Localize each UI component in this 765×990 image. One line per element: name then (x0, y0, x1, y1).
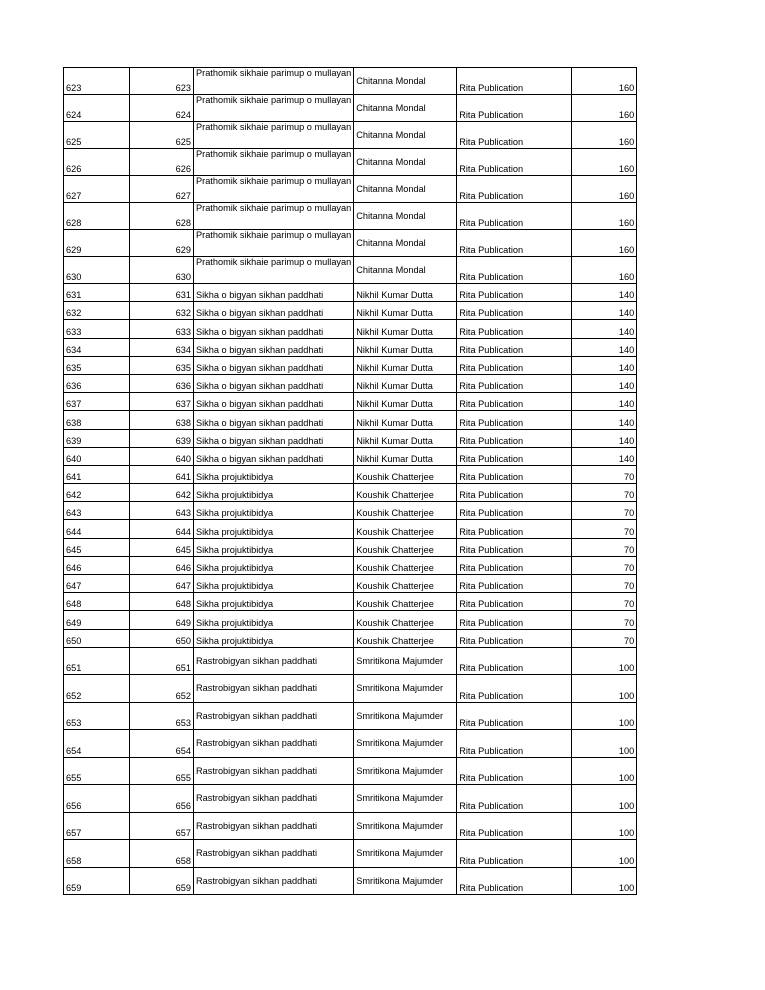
author-cell: Koushik Chatterjee (354, 465, 457, 483)
book-title-cell: Sikha o bigyan sikhan paddhati (194, 393, 354, 411)
price-cell: 70 (572, 575, 637, 593)
serial-number-cell: 625 (64, 122, 130, 149)
table-row (64, 812, 637, 840)
serial-number-cell: 623 (64, 68, 130, 95)
publisher-cell: Rita Publication (457, 447, 572, 465)
serial-number-cell: 635 (64, 356, 130, 374)
price-cell: 160 (572, 257, 637, 284)
publisher-cell: Rita Publication (457, 68, 572, 95)
price-cell: 160 (572, 122, 637, 149)
serial-number-cell: 651 (64, 647, 130, 675)
book-title-cell: Sikha o bigyan sikhan paddhati (194, 320, 354, 338)
price-cell: 100 (572, 675, 637, 703)
book-title-cell: Rastrobigyan sikhan paddhati (194, 785, 354, 813)
book-title-cell: Sikha projuktibidya (194, 611, 354, 629)
author-cell: Smritikona Majumder (354, 840, 457, 868)
publisher-cell: Rita Publication (457, 356, 572, 374)
serial-number-cell: 649 (64, 611, 130, 629)
publisher-cell: Rita Publication (457, 284, 572, 302)
accession-number-cell: 632 (130, 302, 194, 320)
price-cell: 160 (572, 203, 637, 230)
table-row (64, 302, 637, 320)
author-cell: Nikhil Kumar Dutta (354, 447, 457, 465)
author-cell: Smritikona Majumder (354, 785, 457, 813)
publisher-cell: Rita Publication (457, 611, 572, 629)
author-cell: Smritikona Majumder (354, 812, 457, 840)
serial-number-cell: 638 (64, 411, 130, 429)
price-cell: 140 (572, 320, 637, 338)
table-row (64, 149, 637, 176)
serial-number-cell: 632 (64, 302, 130, 320)
publisher-cell: Rita Publication (457, 867, 572, 895)
table-row (64, 593, 637, 611)
accession-number-cell: 653 (130, 702, 194, 730)
price-cell: 70 (572, 538, 637, 556)
price-cell: 100 (572, 812, 637, 840)
serial-number-cell: 633 (64, 320, 130, 338)
book-title-cell: Prathomik sikhaie parimup o mullayan (194, 149, 354, 176)
price-cell: 160 (572, 68, 637, 95)
serial-number-cell: 652 (64, 675, 130, 703)
publisher-cell: Rita Publication (457, 840, 572, 868)
book-title-cell: Sikha projuktibidya (194, 465, 354, 483)
accession-number-cell: 656 (130, 785, 194, 813)
price-cell: 160 (572, 149, 637, 176)
accession-number-cell: 638 (130, 411, 194, 429)
publisher-cell: Rita Publication (457, 320, 572, 338)
accession-number-cell: 655 (130, 757, 194, 785)
serial-number-cell: 624 (64, 95, 130, 122)
publisher-cell: Rita Publication (457, 785, 572, 813)
accession-number-cell: 648 (130, 593, 194, 611)
book-title-cell: Sikha projuktibidya (194, 484, 354, 502)
accession-number-cell: 625 (130, 122, 194, 149)
accession-number-cell: 651 (130, 647, 194, 675)
price-cell: 140 (572, 356, 637, 374)
price-cell: 140 (572, 338, 637, 356)
book-title-cell: Sikha projuktibidya (194, 593, 354, 611)
serial-number-cell: 658 (64, 840, 130, 868)
accession-number-cell: 643 (130, 502, 194, 520)
table-row (64, 284, 637, 302)
serial-number-cell: 634 (64, 338, 130, 356)
table-row (64, 203, 637, 230)
book-title-cell: Sikha projuktibidya (194, 575, 354, 593)
serial-number-cell: 627 (64, 176, 130, 203)
table-row (64, 393, 637, 411)
price-cell: 100 (572, 840, 637, 868)
price-cell: 100 (572, 730, 637, 758)
book-title-cell: Sikha o bigyan sikhan paddhati (194, 429, 354, 447)
author-cell: Nikhil Kumar Dutta (354, 338, 457, 356)
publisher-cell: Rita Publication (457, 538, 572, 556)
accession-number-cell: 659 (130, 867, 194, 895)
book-register-table (63, 67, 637, 895)
accession-number-cell: 627 (130, 176, 194, 203)
table-row (64, 230, 637, 257)
accession-number-cell: 634 (130, 338, 194, 356)
book-title-cell: Sikha o bigyan sikhan paddhati (194, 374, 354, 392)
price-cell: 160 (572, 176, 637, 203)
price-cell: 100 (572, 702, 637, 730)
accession-number-cell: 639 (130, 429, 194, 447)
table-row (64, 867, 637, 895)
price-cell: 140 (572, 302, 637, 320)
book-title-cell: Rastrobigyan sikhan paddhati (194, 647, 354, 675)
table-row (64, 757, 637, 785)
author-cell: Smritikona Majumder (354, 675, 457, 703)
publisher-cell: Rita Publication (457, 230, 572, 257)
publisher-cell: Rita Publication (457, 702, 572, 730)
publisher-cell: Rita Publication (457, 593, 572, 611)
serial-number-cell: 656 (64, 785, 130, 813)
price-cell: 140 (572, 429, 637, 447)
publisher-cell: Rita Publication (457, 429, 572, 447)
author-cell: Chitanna Mondal (354, 95, 457, 122)
serial-number-cell: 647 (64, 575, 130, 593)
table-row (64, 122, 637, 149)
book-title-cell: Sikha projuktibidya (194, 538, 354, 556)
book-title-cell: Sikha o bigyan sikhan paddhati (194, 338, 354, 356)
table-row (64, 840, 637, 868)
serial-number-cell: 639 (64, 429, 130, 447)
book-title-cell: Sikha o bigyan sikhan paddhati (194, 411, 354, 429)
publisher-cell: Rita Publication (457, 374, 572, 392)
author-cell: Chitanna Mondal (354, 68, 457, 95)
price-cell: 140 (572, 411, 637, 429)
publisher-cell: Rita Publication (457, 203, 572, 230)
publisher-cell: Rita Publication (457, 149, 572, 176)
book-title-cell: Prathomik sikhaie parimup o mullayan (194, 230, 354, 257)
publisher-cell: Rita Publication (457, 629, 572, 647)
author-cell: Smritikona Majumder (354, 757, 457, 785)
table-row (64, 647, 637, 675)
price-cell: 140 (572, 374, 637, 392)
author-cell: Koushik Chatterjee (354, 502, 457, 520)
book-title-cell: Sikha projuktibidya (194, 502, 354, 520)
accession-number-cell: 644 (130, 520, 194, 538)
accession-number-cell: 637 (130, 393, 194, 411)
accession-number-cell: 654 (130, 730, 194, 758)
price-cell: 70 (572, 465, 637, 483)
book-title-cell: Sikha o bigyan sikhan paddhati (194, 356, 354, 374)
accession-number-cell: 649 (130, 611, 194, 629)
accession-number-cell: 629 (130, 230, 194, 257)
publisher-cell: Rita Publication (457, 520, 572, 538)
book-title-cell: Rastrobigyan sikhan paddhati (194, 757, 354, 785)
author-cell: Chitanna Mondal (354, 122, 457, 149)
table-body (64, 68, 637, 895)
price-cell: 70 (572, 520, 637, 538)
serial-number-cell: 636 (64, 374, 130, 392)
accession-number-cell: 646 (130, 556, 194, 574)
author-cell: Smritikona Majumder (354, 647, 457, 675)
table-row (64, 484, 637, 502)
author-cell: Nikhil Kumar Dutta (354, 429, 457, 447)
table-row (64, 520, 637, 538)
author-cell: Chitanna Mondal (354, 257, 457, 284)
book-title-cell: Sikha o bigyan sikhan paddhati (194, 284, 354, 302)
table-row (64, 95, 637, 122)
book-title-cell: Rastrobigyan sikhan paddhati (194, 840, 354, 868)
table-row (64, 176, 637, 203)
author-cell: Smritikona Majumder (354, 730, 457, 758)
book-title-cell: Prathomik sikhaie parimup o mullayan (194, 203, 354, 230)
serial-number-cell: 637 (64, 393, 130, 411)
book-title-cell: Sikha o bigyan sikhan paddhati (194, 447, 354, 465)
author-cell: Koushik Chatterjee (354, 593, 457, 611)
serial-number-cell: 646 (64, 556, 130, 574)
accession-number-cell: 630 (130, 257, 194, 284)
serial-number-cell: 628 (64, 203, 130, 230)
book-title-cell: Prathomik sikhaie parimup o mullayan (194, 176, 354, 203)
table-row (64, 338, 637, 356)
table-row (64, 675, 637, 703)
accession-number-cell: 640 (130, 447, 194, 465)
author-cell: Nikhil Kumar Dutta (354, 284, 457, 302)
accession-number-cell: 658 (130, 840, 194, 868)
serial-number-cell: 644 (64, 520, 130, 538)
table-row (64, 356, 637, 374)
table-row (64, 785, 637, 813)
serial-number-cell: 643 (64, 502, 130, 520)
serial-number-cell: 640 (64, 447, 130, 465)
price-cell: 70 (572, 629, 637, 647)
table-row (64, 411, 637, 429)
accession-number-cell: 641 (130, 465, 194, 483)
accession-number-cell: 626 (130, 149, 194, 176)
accession-number-cell: 647 (130, 575, 194, 593)
serial-number-cell: 659 (64, 867, 130, 895)
serial-number-cell: 642 (64, 484, 130, 502)
publisher-cell: Rita Publication (457, 411, 572, 429)
author-cell: Chitanna Mondal (354, 230, 457, 257)
publisher-cell: Rita Publication (457, 647, 572, 675)
serial-number-cell: 655 (64, 757, 130, 785)
price-cell: 70 (572, 502, 637, 520)
serial-number-cell: 630 (64, 257, 130, 284)
price-cell: 140 (572, 393, 637, 411)
table-row (64, 429, 637, 447)
serial-number-cell: 653 (64, 702, 130, 730)
book-title-cell: Rastrobigyan sikhan paddhati (194, 812, 354, 840)
accession-number-cell: 628 (130, 203, 194, 230)
table-row (64, 629, 637, 647)
publisher-cell: Rita Publication (457, 176, 572, 203)
serial-number-cell: 629 (64, 230, 130, 257)
serial-number-cell: 626 (64, 149, 130, 176)
publisher-cell: Rita Publication (457, 675, 572, 703)
accession-number-cell: 652 (130, 675, 194, 703)
serial-number-cell: 657 (64, 812, 130, 840)
author-cell: Nikhil Kumar Dutta (354, 302, 457, 320)
publisher-cell: Rita Publication (457, 95, 572, 122)
author-cell: Koushik Chatterjee (354, 575, 457, 593)
author-cell: Chitanna Mondal (354, 176, 457, 203)
accession-number-cell: 624 (130, 95, 194, 122)
author-cell: Koushik Chatterjee (354, 520, 457, 538)
publisher-cell: Rita Publication (457, 502, 572, 520)
publisher-cell: Rita Publication (457, 302, 572, 320)
table-row (64, 465, 637, 483)
book-title-cell: Rastrobigyan sikhan paddhati (194, 675, 354, 703)
table-row (64, 257, 637, 284)
publisher-cell: Rita Publication (457, 556, 572, 574)
serial-number-cell: 641 (64, 465, 130, 483)
price-cell: 100 (572, 867, 637, 895)
book-title-cell: Rastrobigyan sikhan paddhati (194, 867, 354, 895)
accession-number-cell: 623 (130, 68, 194, 95)
publisher-cell: Rita Publication (457, 812, 572, 840)
table-row (64, 68, 637, 95)
table-row (64, 611, 637, 629)
publisher-cell: Rita Publication (457, 465, 572, 483)
table-row (64, 538, 637, 556)
book-title-cell: Prathomik sikhaie parimup o mullayan (194, 257, 354, 284)
publisher-cell: Rita Publication (457, 757, 572, 785)
author-cell: Chitanna Mondal (354, 149, 457, 176)
author-cell: Koushik Chatterjee (354, 484, 457, 502)
book-title-cell: Rastrobigyan sikhan paddhati (194, 730, 354, 758)
book-title-cell: Sikha projuktibidya (194, 556, 354, 574)
book-title-cell: Sikha projuktibidya (194, 520, 354, 538)
author-cell: Nikhil Kumar Dutta (354, 393, 457, 411)
author-cell: Smritikona Majumder (354, 867, 457, 895)
author-cell: Nikhil Kumar Dutta (354, 411, 457, 429)
accession-number-cell: 636 (130, 374, 194, 392)
author-cell: Koushik Chatterjee (354, 611, 457, 629)
publisher-cell: Rita Publication (457, 257, 572, 284)
price-cell: 100 (572, 757, 637, 785)
price-cell: 140 (572, 447, 637, 465)
table-row (64, 320, 637, 338)
price-cell: 70 (572, 556, 637, 574)
accession-number-cell: 633 (130, 320, 194, 338)
publisher-cell: Rita Publication (457, 122, 572, 149)
author-cell: Smritikona Majumder (354, 702, 457, 730)
accession-number-cell: 657 (130, 812, 194, 840)
author-cell: Koushik Chatterjee (354, 538, 457, 556)
accession-number-cell: 650 (130, 629, 194, 647)
author-cell: Nikhil Kumar Dutta (354, 320, 457, 338)
book-title-cell: Prathomik sikhaie parimup o mullayan (194, 95, 354, 122)
serial-number-cell: 654 (64, 730, 130, 758)
publisher-cell: Rita Publication (457, 393, 572, 411)
author-cell: Nikhil Kumar Dutta (354, 356, 457, 374)
table-row (64, 502, 637, 520)
table-row (64, 374, 637, 392)
table-row (64, 447, 637, 465)
author-cell: Chitanna Mondal (354, 203, 457, 230)
serial-number-cell: 650 (64, 629, 130, 647)
publisher-cell: Rita Publication (457, 730, 572, 758)
publisher-cell: Rita Publication (457, 484, 572, 502)
publisher-cell: Rita Publication (457, 575, 572, 593)
price-cell: 100 (572, 785, 637, 813)
accession-number-cell: 635 (130, 356, 194, 374)
author-cell: Koushik Chatterjee (354, 556, 457, 574)
serial-number-cell: 648 (64, 593, 130, 611)
price-cell: 70 (572, 593, 637, 611)
publisher-cell: Rita Publication (457, 338, 572, 356)
table-row (64, 575, 637, 593)
price-cell: 160 (572, 95, 637, 122)
accession-number-cell: 642 (130, 484, 194, 502)
book-title-cell: Prathomik sikhaie parimup o mullayan (194, 122, 354, 149)
book-title-cell: Rastrobigyan sikhan paddhati (194, 702, 354, 730)
price-cell: 70 (572, 484, 637, 502)
author-cell: Nikhil Kumar Dutta (354, 374, 457, 392)
accession-number-cell: 645 (130, 538, 194, 556)
book-title-cell: Sikha o bigyan sikhan paddhati (194, 302, 354, 320)
author-cell: Koushik Chatterjee (354, 629, 457, 647)
price-cell: 100 (572, 647, 637, 675)
book-title-cell: Prathomik sikhaie parimup o mullayan (194, 68, 354, 95)
price-cell: 140 (572, 284, 637, 302)
book-title-cell: Sikha projuktibidya (194, 629, 354, 647)
price-cell: 160 (572, 230, 637, 257)
table-row (64, 556, 637, 574)
table-row (64, 702, 637, 730)
price-cell: 70 (572, 611, 637, 629)
serial-number-cell: 631 (64, 284, 130, 302)
serial-number-cell: 645 (64, 538, 130, 556)
accession-number-cell: 631 (130, 284, 194, 302)
table-row (64, 730, 637, 758)
